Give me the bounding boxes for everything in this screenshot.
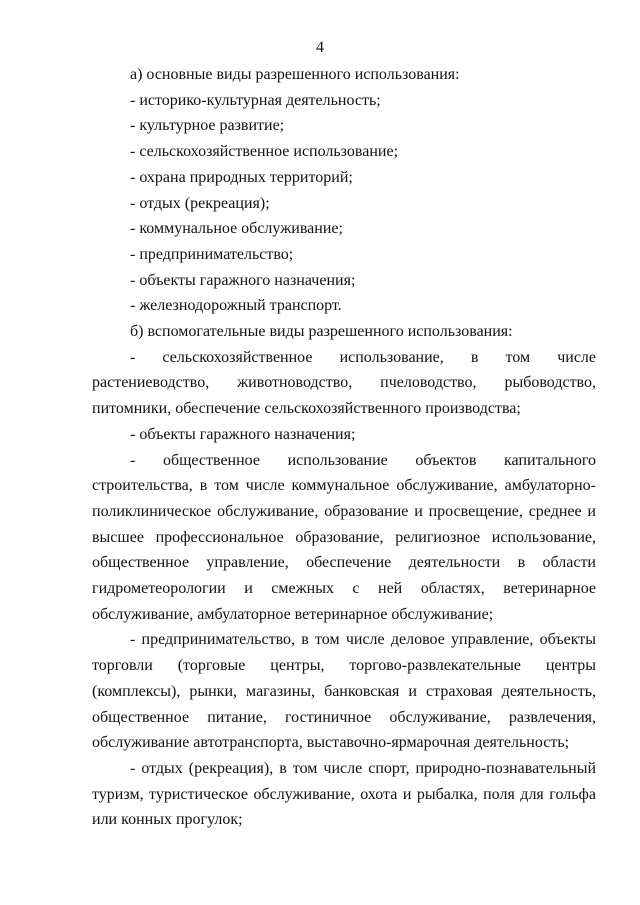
- main-use-item: - предпринимательство;: [130, 245, 294, 263]
- main-use-item: - отдых (рекреация);: [130, 194, 270, 212]
- auxiliary-use-item: - предпринимательство, в том числе деловое управление, объекты торговли (торговые центры, торгово-развлекательные центры (комплексы), рынки, магазины, банковская и страховая деятельность, общественное питание, гостиничное обслуживание, развлечения, обслуживание автотранспорта, выставочно-ярмарочная деятельность;: [92, 631, 596, 752]
- document-body: [92, 62, 596, 833]
- main-use-item: - сельскохозяйственное использование;: [130, 143, 399, 161]
- auxiliary-use-item: - объекты гаражного назначения;: [130, 425, 356, 443]
- section-a-heading: а) основные виды разрешенного использования:: [130, 66, 460, 83]
- main-use-item: - охрана природных территорий;: [130, 168, 353, 186]
- main-use-item: - коммунальное обслуживание;: [130, 220, 343, 238]
- main-use-item: - историко-культурная деятельность;: [130, 91, 381, 109]
- main-use-item: - культурное развитие;: [130, 117, 285, 135]
- page-number: 4: [316, 39, 324, 56]
- auxiliary-use-item: - сельскохозяйственное использование, в том числе растениеводство, животноводство, пчеловодство, рыбоводство, питомники, обеспечение сельскохозяйственного производства;: [92, 348, 596, 418]
- main-use-item: - железнодорожный транспорт.: [130, 297, 342, 315]
- main-use-item: - объекты гаражного назначения;: [130, 271, 356, 289]
- auxiliary-use-item: - общественное использование объектов капитального строительства, в том числе коммунальное обслуживание, амбулаторно-поликлиническое обслуживание, образование и просвещение, среднее и высшее профессиональное образование, религиозное использование, общественное управление, обеспечение деятельности в области гидрометеорологии и смежных с ней областях, ветеринарное обслуживание, амбулаторное ветеринарное обслуживание;: [92, 451, 596, 623]
- section-b-heading: б) вспомогательные виды разрешенного использования:: [130, 323, 513, 341]
- auxiliary-use-item: - отдых (рекреация), в том числе спорт, природно-познавательный туризм, туристическое обслуживание, охота и рыбалка, поля для гольфа или конных прогулок;: [92, 759, 596, 829]
